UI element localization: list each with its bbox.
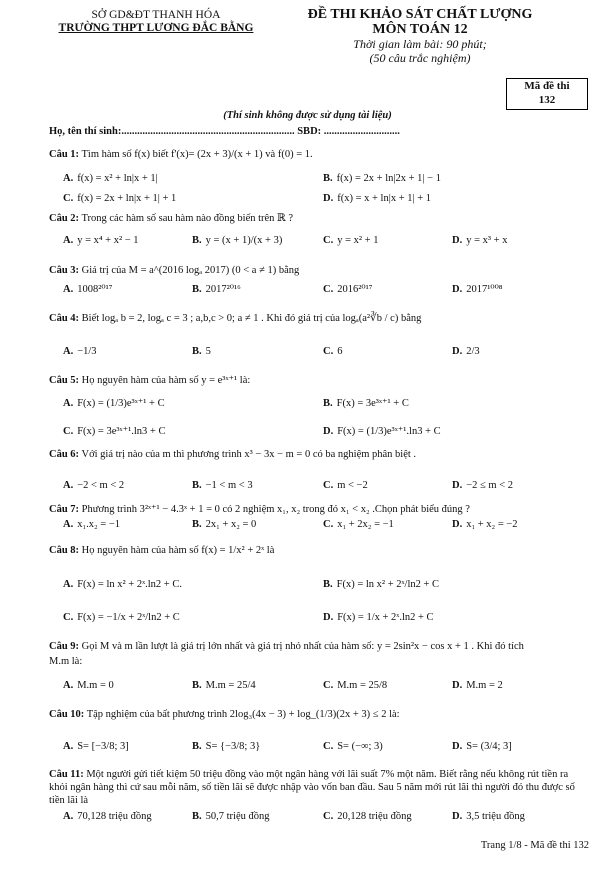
option-c: C. M.m = 25/8 [323,680,388,691]
question-text: Trong các hàm số sau hàm nào đồng biến trên ℝ ? [81,213,294,224]
option-d: D. f(x) = x + ln|x + 1| + 1 [323,193,432,204]
option-text: 2017²⁰¹⁶ [205,284,241,295]
option-text: F(x) = ln x² + 2ˣ/ln2 + C [336,579,440,590]
option-text: F(x) = 3e³ˣ⁺¹ + C [336,398,409,409]
option-d: D. 2017¹⁰⁰⁸ [452,284,503,295]
option-a: A. M.m = 0 [63,680,114,691]
option-d: D. x₁ + x₂ = −2 [452,519,518,530]
question-label: Câu 8: [49,545,80,556]
option-text: y = (x + 1)/(x + 3) [205,235,283,246]
option-c: C. 2016²⁰¹⁷ [323,284,373,295]
option-text: −1/3 [77,346,97,357]
option-text: M.m = 25/8 [337,680,388,691]
option-text: 2016²⁰¹⁷ [337,284,373,295]
option-b: B. 2x₁ + x₂ = 0 [192,519,257,530]
option-b: B. y = (x + 1)/(x + 3) [192,235,283,246]
option-d: D. 2/3 [452,346,480,357]
option-text: 3,5 triệu đồng [466,811,525,822]
option-text: F(x) = ln x² + 2ˣ.ln2 + C. [77,579,182,590]
question-label: Câu 6: [49,449,80,460]
option-text: M.m = 25/4 [205,680,256,691]
option-text: y = x⁴ + x² − 1 [77,235,139,246]
exam-code-label: Mã đề thi [524,80,570,92]
question-9-continued [49,656,82,667]
option-a: A. y = x⁴ + x² − 1 [63,235,139,246]
school-name: TRƯỜNG THPT LƯƠNG ĐẮC BẰNG [58,22,254,34]
question-label: Câu 5: [49,375,80,386]
option-b: B. 5 [192,346,211,357]
option-a: A. F(x) = (1/3)e³ˣ⁺¹ + C [63,398,165,409]
exam-title: ĐỀ THI KHẢO SÁT CHẤT LƯỢNG [307,7,533,22]
option-b: B. 2017²⁰¹⁶ [192,284,241,295]
question-11 [49,768,589,807]
option-text: 2017¹⁰⁰⁸ [466,284,503,295]
question-label: Câu 1: [49,149,80,160]
question-text: Tìm hàm số f(x) biết f'(x)= (2x + 3)/(x + 1) và f(0) = 1. [81,149,313,160]
question-10 [49,709,400,720]
option-a: A. x₁.x₂ = −1 [63,519,121,530]
question-5 [49,374,250,386]
option-text: x₁ + 2x₂ = −1 [337,519,394,530]
option-d: D. −2 ≤ m < 2 [452,480,513,491]
exam-code-box [506,78,588,110]
option-text: S= (3/4; 3] [466,741,512,752]
option-text: 1008²⁰¹⁷ [77,284,113,295]
exam-code-value: 132 [538,94,556,106]
option-a: A. 1008²⁰¹⁷ [63,284,113,295]
option-a: A. S= [−3/8; 3] [63,741,129,752]
exam-question-count: (50 câu trắc nghiệm) [369,51,471,65]
option-c: C. F(x) = −1/x + 2ˣ/ln2 + C [63,612,180,623]
question-1 [49,149,313,160]
question-text: Họ nguyên hàm của hàm số y = e³ˣ⁺¹ là: [81,375,251,386]
option-text: 2/3 [466,346,480,357]
option-c: C. 6 [323,346,343,357]
question-label: Câu 10: [49,709,85,720]
option-text: S= {−3/8; 3} [205,741,261,752]
question-9 [49,641,524,652]
option-b: B. F(x) = ln x² + 2ˣ/ln2 + C [323,579,440,590]
option-text: 2x₁ + x₂ = 0 [205,519,257,530]
option-text: F(x) = (1/3)e³ˣ⁺¹.ln3 + C [337,426,441,437]
option-c: C. y = x² + 1 [323,235,379,246]
question-label: Câu 11: [49,769,84,780]
question-text: Gọi M và m lần lượt là giá trị lớn nhất và giá trị nhỏ nhất của hàm số: y = 2sin²x − cos x + 1 . Khi đó tích [81,641,524,652]
option-a: A. F(x) = ln x² + 2ˣ.ln2 + C. [63,579,182,590]
option-text: m < −2 [337,480,368,491]
option-b: B. S= {−3/8; 3} [192,741,261,752]
option-b: B. M.m = 25/4 [192,680,256,691]
option-text: S= (−∞; 3) [337,741,383,752]
option-text: 6 [337,346,343,357]
option-b: B. 50,7 triệu đồng [192,811,270,822]
option-d: D. 3,5 triệu đồng [452,811,525,822]
option-text: F(x) = −1/x + 2ˣ/ln2 + C [77,612,180,623]
option-b: B. F(x) = 3e³ˣ⁺¹ + C [323,398,409,409]
option-c: C. f(x) = 2x + ln|x + 1| + 1 [63,193,177,204]
option-text: −2 ≤ m < 2 [466,480,513,491]
option-c: C. 20,128 triệu đồng [323,811,412,822]
question-8 [49,545,274,556]
option-text: M.m = 2 [466,680,503,691]
question-text: Giá trị của M = a^(2016 logₐ 2017) (0 < a ≠ 1) bằng [81,265,300,276]
question-text: Biết logₐ b = 2, logₐ c = 3 ; a,b,c > 0; a ≠ 1 . Khi đó giá trị của logₐ(a²∛b / c) bằng [81,313,422,324]
question-4 [49,312,421,324]
question-text: Họ nguyên hàm của hàm số f(x) = 1/x² + 2ˣ là [81,545,275,556]
option-text: y = x³ + x [466,235,508,246]
option-text: 5 [205,346,211,357]
option-d: D. F(x) = (1/3)e³ˣ⁺¹.ln3 + C [323,426,441,437]
option-a: A. −1/3 [63,346,97,357]
question-2 [49,212,293,224]
candidate-info-line: Họ, tên thí sinh:.................................................................. SBD: ............................. [49,126,400,137]
option-d: D. M.m = 2 [452,680,503,691]
option-text: x₁.x₂ = −1 [77,519,121,530]
option-a: A. f(x) = x² + ln|x + 1| [63,173,158,184]
school-header [40,9,272,35]
question-label: Câu 9: [49,641,80,652]
option-text: 20,128 triệu đồng [337,811,412,822]
exam-time: Thời gian làm bài: 90 phút; [353,37,487,51]
option-text: S= [−3/8; 3] [77,741,129,752]
option-c: C. m < −2 [323,480,368,491]
department-name: SỞ GD&ĐT THANH HÓA [91,9,221,21]
question-text: Tập nghiệm của bất phương trình 2log₃(4x − 3) + log_(1/3)(2x + 3) ≤ 2 là: [86,709,400,720]
option-text: f(x) = x + ln|x + 1| + 1 [337,193,432,204]
option-a: A. −2 < m < 2 [63,480,125,491]
option-text: M.m = 0 [77,680,114,691]
option-text: 70,128 triệu đồng [77,811,152,822]
option-text: f(x) = 2x + ln|2x + 1| − 1 [336,173,441,184]
option-b: B. f(x) = 2x + ln|2x + 1| − 1 [323,173,441,184]
option-text: F(x) = (1/3)e³ˣ⁺¹ + C [77,398,165,409]
question-text: M.m là: [49,656,83,667]
question-label: Câu 4: [49,313,80,324]
option-text: −2 < m < 2 [77,480,125,491]
question-label: Câu 3: [49,265,80,276]
option-a: A. 70,128 triệu đồng [63,811,152,822]
question-text: Phương trình 3²ˣ⁺¹ − 4.3ˣ + 1 = 0 có 2 nghiệm x₁, x₂ trong đó x₁ < x₂ .Chọn phát biểu đúng ? [81,504,470,515]
option-text: f(x) = 2x + ln|x + 1| + 1 [77,193,177,204]
option-c: C. F(x) = 3e³ˣ⁺¹.ln3 + C [63,426,166,437]
option-text: f(x) = x² + ln|x + 1| [77,173,158,184]
question-label: Câu 7: [49,504,80,515]
option-text: −1 < m < 3 [205,480,253,491]
option-d: D. F(x) = 1/x + 2ˣ.ln2 + C [323,612,434,623]
exam-header [300,7,540,65]
question-7 [49,503,470,515]
question-3 [49,265,299,276]
option-c: C. S= (−∞; 3) [323,741,383,752]
page-footer: Trang 1/8 - Mã đề thi 132 [480,840,589,851]
question-6 [49,449,416,460]
option-text: F(x) = 3e³ˣ⁺¹.ln3 + C [77,426,166,437]
option-b: B. −1 < m < 3 [192,480,253,491]
exam-note: (Thí sinh không được sử dụng tài liệu) [223,110,392,121]
option-d: D. S= (3/4; 3] [452,741,512,752]
option-c: C. x₁ + 2x₂ = −1 [323,519,394,530]
option-d: D. y = x³ + x [452,235,508,246]
question-label: Câu 2: [49,213,80,224]
question-text: Với giá trị nào của m thì phương trình x³ − 3x − m = 0 có ba nghiệm phân biệt . [81,449,417,460]
option-text: x₁ + x₂ = −2 [466,519,518,530]
question-text: Một người gửi tiết kiệm 50 triệu đồng vào một ngân hàng với lãi suất 7% một năm. Biết rằng nếu không rút tiền ra khỏi ngân hàng thì cứ sau mỗi năm, số tiền lãi sẽ được nhập vào vốn ban đầu. Sau 5 năm mới rút lãi thì người đó thu được số tiền lãi là [49,769,575,806]
option-text: 50,7 triệu đồng [205,811,270,822]
exam-subject: MÔN TOÁN 12 [372,22,468,37]
option-text: y = x² + 1 [337,235,379,246]
option-text: F(x) = 1/x + 2ˣ.ln2 + C [337,612,434,623]
